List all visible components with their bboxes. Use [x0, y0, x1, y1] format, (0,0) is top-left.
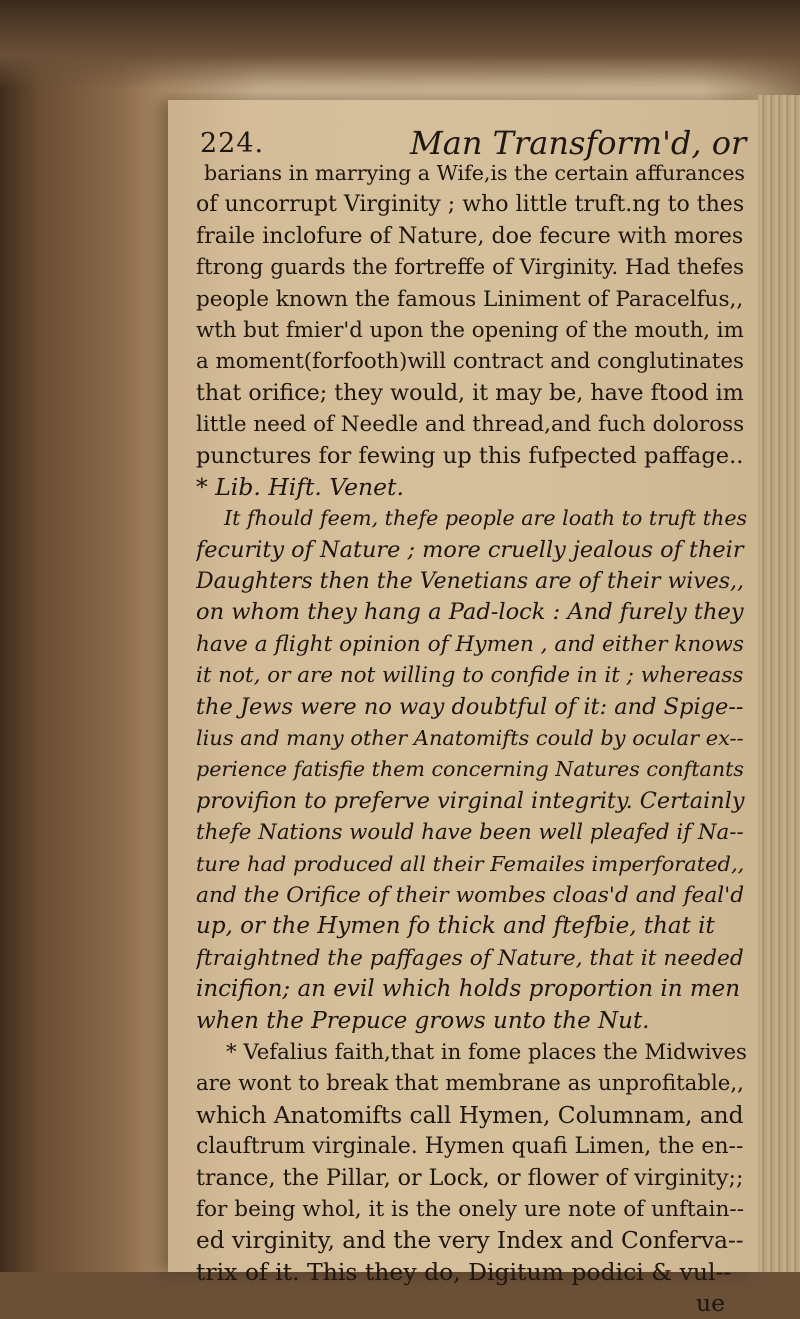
- text-line: have a flight opinion of Hymen , and either knows: [196, 631, 744, 657]
- text-line: and the Orifice of their wombes cloas'd and feal'd: [196, 882, 745, 908]
- text-line: barians in marrying a Wife,is the certain affurances: [204, 161, 745, 185]
- facing-page-edge: [758, 95, 800, 1272]
- text-line: fraile inclofure of Nature, doe fecure with mores: [196, 222, 744, 249]
- text-line: on whom they hang a Pad-lock : And furely they: [196, 599, 744, 626]
- text-line: thefe Nations would have been well pleafed if Na--: [196, 820, 744, 846]
- text-line: people known the famous Liniment of Paracelfus,,: [196, 286, 744, 312]
- text-line: punctures for fewing up this fufpected paffage..: [196, 442, 744, 469]
- text-line: fecurity of Nature ; more cruelly jealous of their: [196, 536, 744, 563]
- text-line: ue: [696, 1289, 726, 1318]
- top-shadow: [0, 0, 800, 90]
- text-line: perience fatisfie them concerning Natures conftants: [196, 757, 745, 782]
- text-line: trance, the Pillar, or Lock, or flower of virginity;;: [196, 1164, 744, 1191]
- running-title: Man Transform'd, or: [410, 124, 747, 162]
- text-line: little need of Needle and thread,and fuch doloross: [196, 412, 745, 438]
- text-line: ture had produced all their Femailes imperforated,,: [196, 851, 745, 876]
- text-line: when the Prepuce grows unto the Nut.: [196, 1007, 650, 1034]
- text-line: which Anatomifts call Hymen, Columnam, and: [196, 1101, 744, 1129]
- text-line: ed virginity, and the very Index and Conferva--: [196, 1227, 744, 1255]
- text-line: Daughters then the Venetians are of their wives,,: [196, 569, 744, 595]
- text-line: wth but fmier'd upon the opening of the mouth, im: [196, 317, 744, 343]
- text-line: ftraightned the paffages of Nature, that it needed: [196, 945, 744, 971]
- text-line: incifion; an evil which holds proportion in men: [196, 976, 741, 1003]
- text-line: provifion to preferve virginal integrity. Certainly: [196, 787, 745, 814]
- text-line: It fhould feem, thefe people are loath to truft thes: [224, 506, 748, 531]
- page-number: 224.: [200, 128, 265, 159]
- body-text: [196, 158, 756, 1319]
- text-line: that orifice; they would, it may be, have ftood im: [196, 379, 744, 406]
- text-line: a moment(forfooth)will contract and conglutinates: [196, 349, 744, 375]
- text-line: clauftrum virginale. Hymen quafi Limen, the en--: [196, 1134, 744, 1160]
- text-line: ftrong guards the fortreffe of Virginity. Had thefes: [196, 255, 744, 281]
- text-line: it not, or are not willing to confide in it ; whereass: [196, 663, 744, 689]
- text-line: up, or the Hymen fo thick and ftefbie, that it: [196, 913, 715, 940]
- text-line: * Lib. Hift. Venet.: [196, 472, 404, 501]
- text-line: trix of it. This they do, Digitum podici & vul--: [196, 1257, 732, 1286]
- text-line: lius and many other Anatomifts could by ocular ex--: [196, 726, 744, 751]
- text-line: the Jews were no way doubtful of it: and Spige--: [196, 693, 744, 720]
- text-line: are wont to break that membrane as unprofitable,,: [196, 1071, 744, 1097]
- text-line: * Vefalius faith,that in fome places the Midwives: [226, 1039, 747, 1065]
- text-line: for being whol, it is the onely ure note of unftain--: [196, 1196, 745, 1222]
- text-line: of uncorrupt Virginity ; who little truft.ng to thes: [196, 192, 745, 218]
- page-header: [200, 122, 747, 162]
